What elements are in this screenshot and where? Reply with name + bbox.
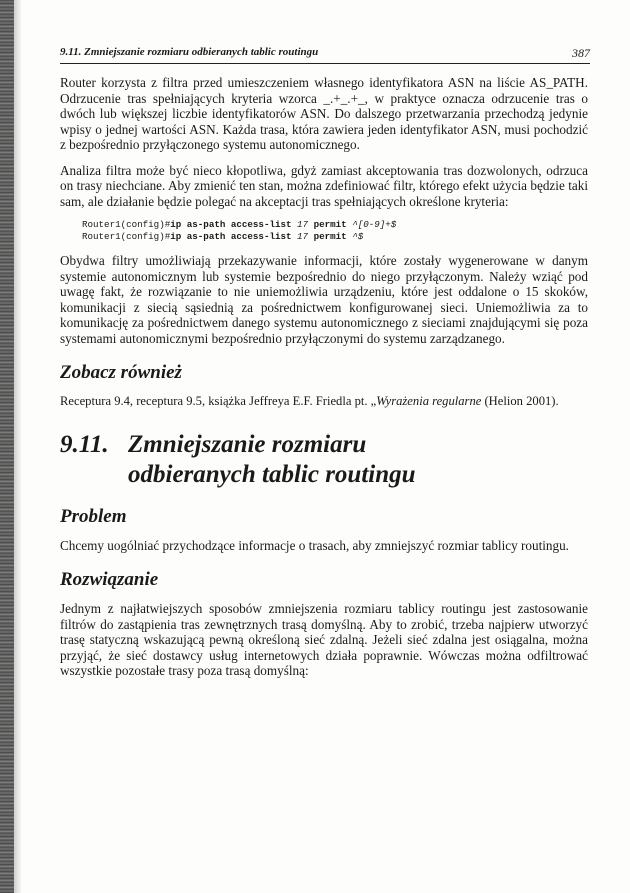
page-content xyxy=(60,75,588,689)
code-list-number: 17 xyxy=(297,219,309,230)
code-regex: ^$ xyxy=(352,231,364,242)
code-command: ip as-path access-list xyxy=(170,219,292,230)
code-block xyxy=(82,219,588,243)
paragraph-5: Jednym z najłatwiejszych sposobów zmniejszenia rozmiaru tablicy routingu jest zastosowanie filtrów do zastąpienia tras zewnętrznych trasą domyślną. Aby to zrobić, trzeba najpierw utworzyć trasę statyczną wskazującą pewną określoną sieć zdalną. Jeżeli sieć zdalna jest osiągalna, można przyjąć, że sieć dostawcy usług internetowych działa poprawnie. Wówczas można odfiltrować wszystkie pozostałe trasy poza trasą domyślną: xyxy=(60,601,588,678)
book-title: Wyrażenia regularne xyxy=(376,394,482,408)
solution-heading: Rozwiązanie xyxy=(60,569,159,590)
code-prompt: Router1(config)# xyxy=(82,231,171,242)
see-also-prefix: Receptura 9.4, receptura 9.5, książka Jeffreya E.F. Friedla pt. „ xyxy=(60,394,377,408)
code-list-number: 17 xyxy=(297,231,309,242)
section-title-line-1: Zmniejszanie rozmiaru xyxy=(128,430,367,458)
code-line-2 xyxy=(82,231,363,242)
code-action: permit xyxy=(313,219,347,230)
code-command: ip as-path access-list xyxy=(170,231,292,242)
code-action: permit xyxy=(313,231,347,242)
running-header xyxy=(60,46,590,64)
code-regex: ^[0-9]+$ xyxy=(352,219,397,230)
page-number: 387 xyxy=(572,46,590,60)
paragraph-1: Router korzysta z filtra przed umieszczeniem własnego identyfikatora ASN na liście AS_PATH. Odrzucenie tras spełniających kryteria wzorca _.+_.+_, w praktyce oznacza odrzucenie tras o dwóch lub większej liczbie identyfikatorów ASN. Do dalszego przetwarzania przechodzą jedynie wpisy o jednej wartości ASN. Każda trasa, która zawiera jeden identyfikator ASN, musi pochodzić z bezpośrednio przyłączonego systemu autonomicznego. xyxy=(60,75,588,152)
paragraph-4: Chcemy uogólniać przychodzące informacje o trasach, aby zmniejszyć rozmiar tablicy routingu. xyxy=(60,537,569,553)
section-number: 9.11. xyxy=(60,430,109,458)
see-also-heading: Zobacz również xyxy=(60,362,182,383)
section-title xyxy=(60,430,588,490)
see-also-suffix: (Helion 2001). xyxy=(481,394,559,408)
running-title: 9.11. Zmniejszanie rozmiaru odbieranych tablic routingu xyxy=(60,46,319,58)
problem-heading: Problem xyxy=(60,505,127,527)
code-prompt: Router1(config)# xyxy=(82,219,171,230)
paragraph-2: Analiza filtra może być nieco kłopotliwa, gdyż zamiast akceptowania tras dozwolonych, odrzuca on trasy niechciane. Aby zmienić ten stan, można zdefiniować filtr, którego efekt użycia będzie taki sam, ale działanie będzie polegać na akceptacji tras spełniających określone kryteria: xyxy=(60,162,588,209)
see-also-text xyxy=(60,394,588,410)
section-title-line-2: odbieranych tablic routingu xyxy=(128,460,416,488)
code-line-1 xyxy=(82,219,396,230)
spine-fade xyxy=(14,0,22,893)
paragraph-3: Obydwa filtry umożliwiają przekazywanie informacji, które zostały wygenerowane w danym systemie autonomicznym lub systemie bezpośrednio do niego przyłączonym. Należy wziąć pod uwagę fakt, że rozwiązanie to nie uniemożliwia urządzeniu, które jest oddalone o 15 skoków, komunikacji z siecią sąsiednią za pośrednictwem konfigurowanej sieci. Uniemożliwia za to komunikację za pośrednictwem danego systemu autonomicznego z sieciami znajdującymi się poza systemami autonomicznymi bezpośrednio przyłączonymi do systemu zarządzanego. xyxy=(60,253,588,346)
book-spine-shadow xyxy=(0,0,14,893)
